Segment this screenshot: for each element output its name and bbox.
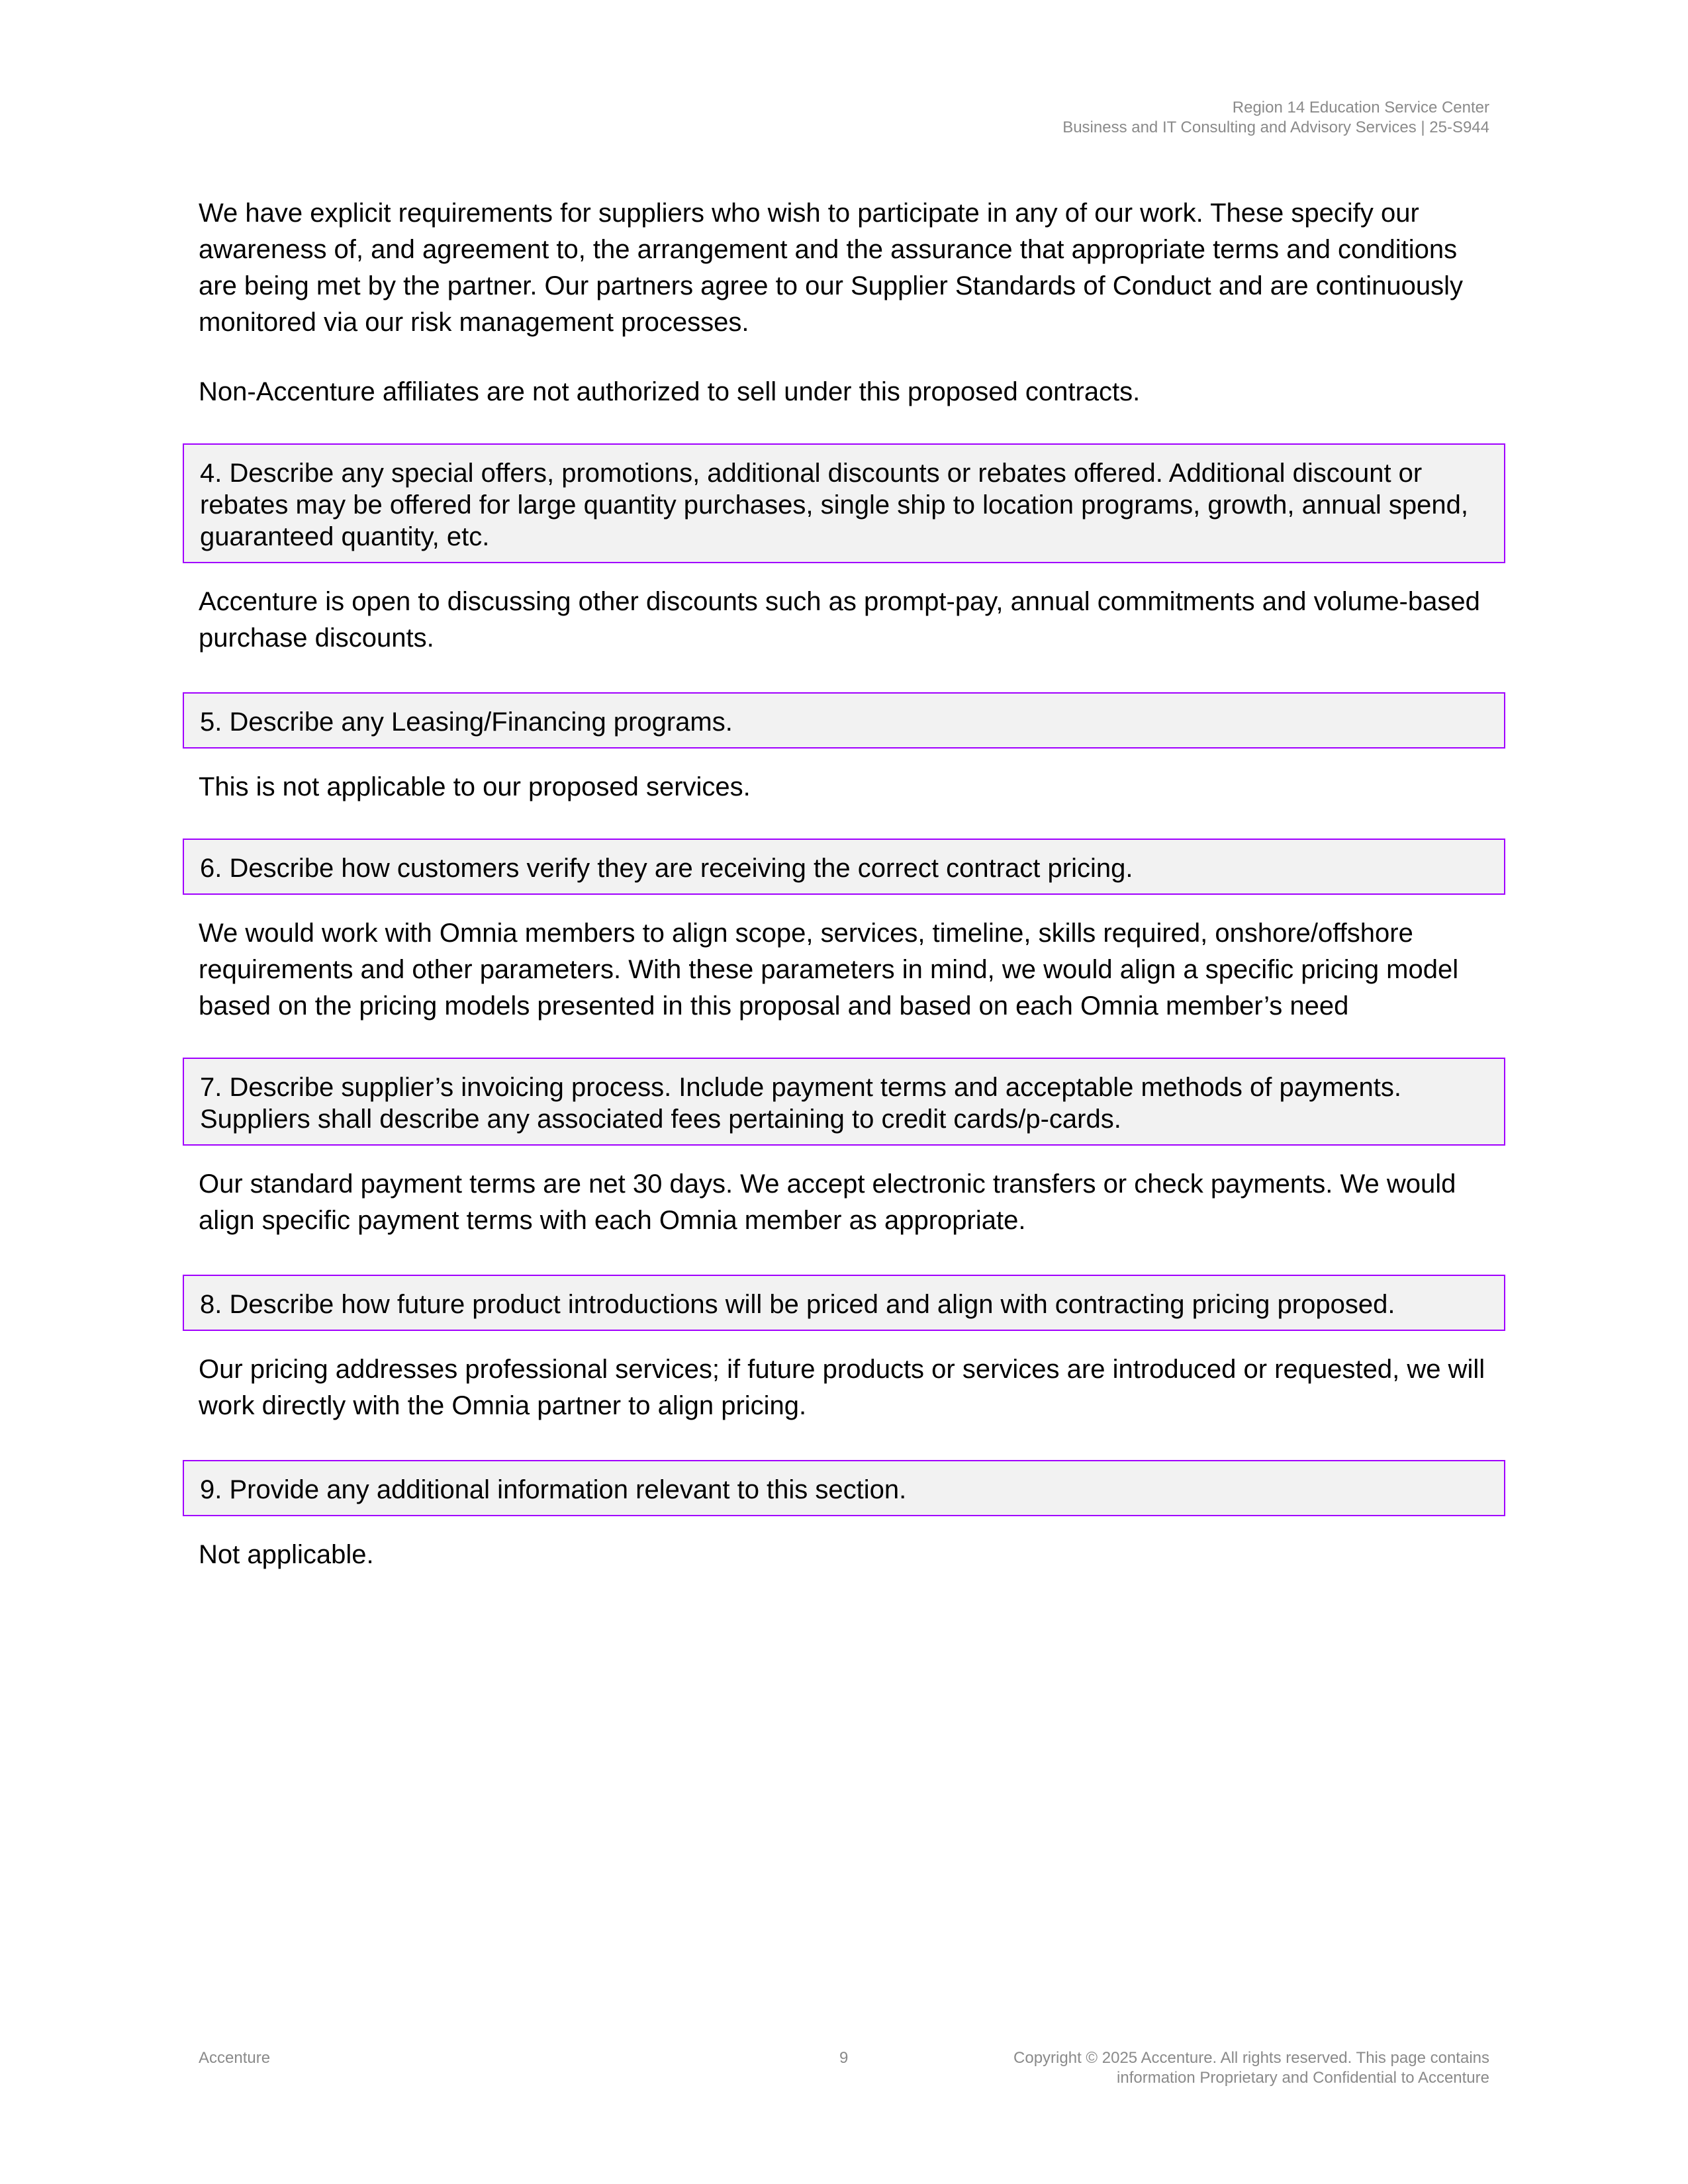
question-4-answer: Accenture is open to discussing other discounts such as prompt-pay, annual commitments and volume-based purchase discounts. [199, 587, 1480, 653]
affiliates-paragraph: Non-Accenture affiliates are not authorized to sell under this proposed contracts. [199, 377, 1141, 406]
question-9-prompt: 9. Provide any additional information relevant to this section. [183, 1460, 1505, 1516]
copyright-line-1: Copyright © 2025 Accenture. All rights reserved. This page contains [1013, 2049, 1489, 2067]
footer-copyright [1013, 2048, 1489, 2088]
page-header [1062, 98, 1489, 138]
page-body [183, 195, 1505, 1573]
question-6-answer: We would work with Omnia members to align scope, services, timeline, skills required, onshore/offshore requirements and other parameters. With these parameters in mind, we would align a specific pricing model based on the pricing models presented in this proposal and based on each Omnia member’s need [199, 919, 1459, 1021]
header-project: Business and IT Consulting and Advisory Services | 25-S944 [1062, 118, 1489, 136]
footer-company: Accenture [199, 2049, 271, 2067]
question-9-answer: Not applicable. [199, 1540, 374, 1569]
question-7-prompt: 7. Describe supplier’s invoicing process. Include payment terms and acceptable methods of payments. Suppliers shall describe any associated fees pertaining to credit cards/p-cards. [183, 1058, 1505, 1146]
question-8-answer: Our pricing addresses professional services; if future products or services are introduced or requested, we will work directly with the Omnia partner to align pricing. [199, 1355, 1485, 1420]
question-8-prompt: 8. Describe how future product introductions will be priced and align with contracting pricing proposed. [183, 1275, 1505, 1331]
question-4-prompt: 4. Describe any special offers, promotions, additional discounts or rebates offered. Additional discount or rebates may be offered for large quantity purchases, single ship to location programs, growth, annual spend, guaranteed quantity, etc. [183, 443, 1505, 563]
question-7-answer: Our standard payment terms are net 30 days. We accept electronic transfers or check payments. We would align specific payment terms with each Omnia member as appropriate. [199, 1169, 1456, 1235]
question-5-answer: This is not applicable to our proposed services. [199, 772, 751, 801]
question-5-prompt: 5. Describe any Leasing/Financing programs. [183, 692, 1505, 749]
intro-paragraph: We have explicit requirements for suppliers who wish to participate in any of our work. These specify our awareness of, and agreement to, the arrangement and the assurance that appropriate terms and conditions are being met by the partner. Our partners agree to our Supplier Standards of Conduct and are continuously monitored via our risk management processes. [199, 199, 1464, 337]
header-organization: Region 14 Education Service Center [1232, 99, 1489, 116]
question-6-prompt: 6. Describe how customers verify they are receiving the correct contract pricing. [183, 839, 1505, 895]
copyright-line-2: information Proprietary and Confidential to Accenture [1117, 2069, 1489, 2087]
page-number: 9 [839, 2049, 849, 2067]
